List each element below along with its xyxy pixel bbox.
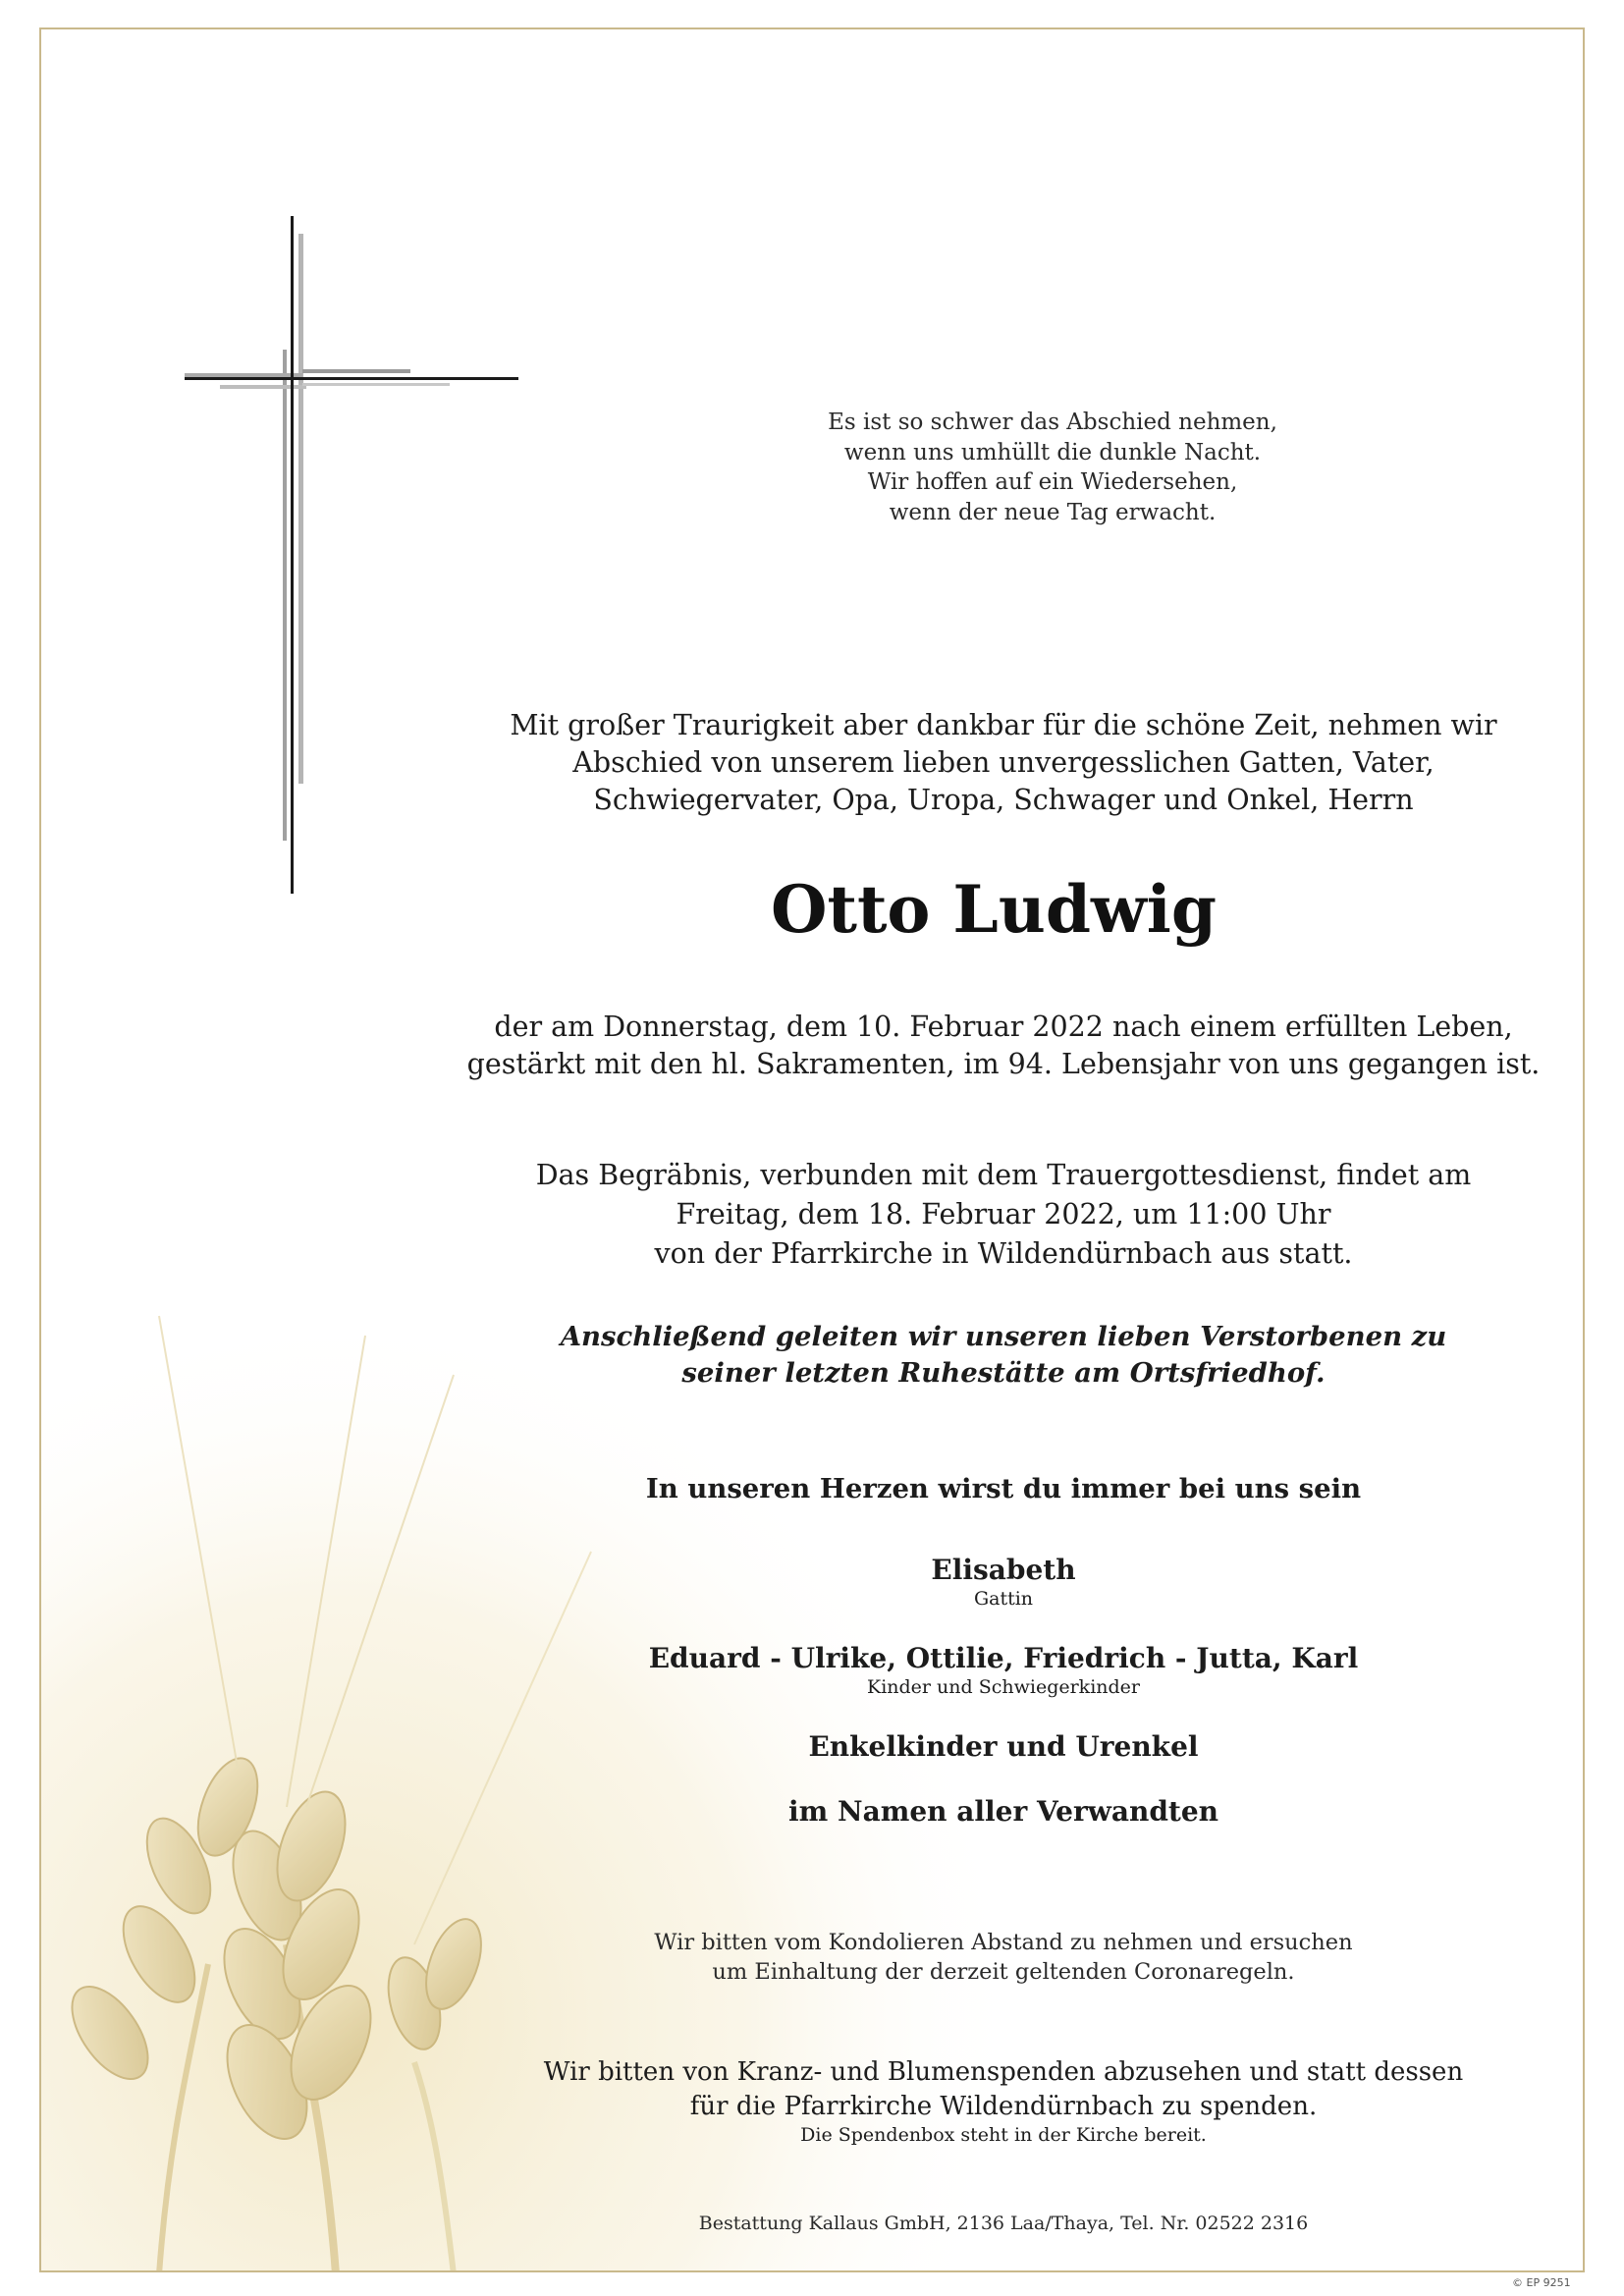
funeral-line: Das Begräbnis, verbunden mit dem Trauergottesdienst, findet am: [535, 1159, 1472, 1191]
intro-text: [414, 707, 1585, 819]
deceased-name: Otto Ludwig: [770, 871, 1218, 948]
family-entry-grandchildren: [630, 1730, 1377, 1764]
intro-line: Abschied von unserem lieben unvergesslichen Gatten, Vater,: [572, 745, 1435, 779]
family-role: Kinder und Schwiegerkinder: [867, 1675, 1140, 1698]
poem-line: Es ist so schwer das Abschied nehmen,: [828, 410, 1277, 435]
poem: [729, 408, 1377, 527]
poem-line: wenn uns umhüllt die dunkle Nacht.: [843, 439, 1262, 465]
family-role: Gattin: [973, 1587, 1034, 1610]
family-entry-children: [493, 1642, 1514, 1699]
funeral-line: von der Pfarrkirche in Wildendürnbach aus statt.: [654, 1236, 1353, 1270]
family-name: im Namen aller Verwandten: [787, 1795, 1219, 1828]
corona-line: Wir bitten vom Kondolieren Abstand zu nehmen und ersuchen: [654, 1930, 1353, 1955]
obituary-frame: [39, 27, 1585, 2272]
death-notice: [414, 1009, 1585, 1083]
burial-note: [493, 1319, 1514, 1391]
family-entry-relatives: [630, 1795, 1377, 1829]
family-entry-spouse: [630, 1554, 1377, 1611]
poem-line: Wir hoffen auf ein Wiedersehen,: [867, 469, 1238, 496]
donation-note: [454, 2055, 1553, 2148]
death-line: der am Donnerstag, dem 10. Februar 2022 nach einem erfüllten Leben,: [494, 1011, 1513, 1043]
funeral-line: Freitag, dem 18. Februar 2022, um 11:00 Uhr: [676, 1197, 1331, 1230]
undertaker-footer: Bestattung Kallaus GmbH, 2136 Laa/Thaya, Tel. Nr. 02522 2316: [698, 2213, 1309, 2234]
burial-line: seiner letzten Ruhestätte am Ortsfriedhof.: [681, 1356, 1326, 1389]
death-line: gestärkt mit den hl. Sakramenten, im 94. Lebensjahr von uns gegangen ist.: [466, 1047, 1541, 1080]
intro-line: Mit großer Traurigkeit aber dankbar für die schöne Zeit, nehmen wir: [510, 709, 1497, 741]
family-name: Elisabeth: [931, 1554, 1076, 1586]
burial-line: Anschließend geleiten wir unseren lieben Verstorbenen zu: [560, 1321, 1447, 1352]
hearts-line: In unseren Herzen wirst du immer bei uns sein: [645, 1473, 1362, 1504]
donation-box-note: Die Spendenbox steht in der Kirche bereit.: [800, 2124, 1207, 2147]
corona-note: [513, 1929, 1494, 1988]
donation-line: für die Pfarrkirche Wildendürnbach zu spenden.: [689, 2091, 1318, 2121]
intro-line: Schwiegervater, Opa, Uropa, Schwager und Onkel, Herrn: [593, 783, 1414, 816]
donation-line: Wir bitten von Kranz- und Blumenspenden abzusehen und statt dessen: [543, 2057, 1464, 2087]
poem-line: wenn der neue Tag erwacht.: [889, 499, 1217, 525]
corner-code: © EP 9251: [1512, 2276, 1571, 2289]
corona-line: um Einhaltung der derzeit geltenden Coronaregeln.: [712, 1958, 1295, 1985]
family-name: Eduard - Ulrike, Ottilie, Friedrich - Jutta, Karl: [648, 1642, 1359, 1674]
family-name: Enkelkinder und Urenkel: [808, 1730, 1199, 1763]
funeral-details: [414, 1156, 1585, 1274]
